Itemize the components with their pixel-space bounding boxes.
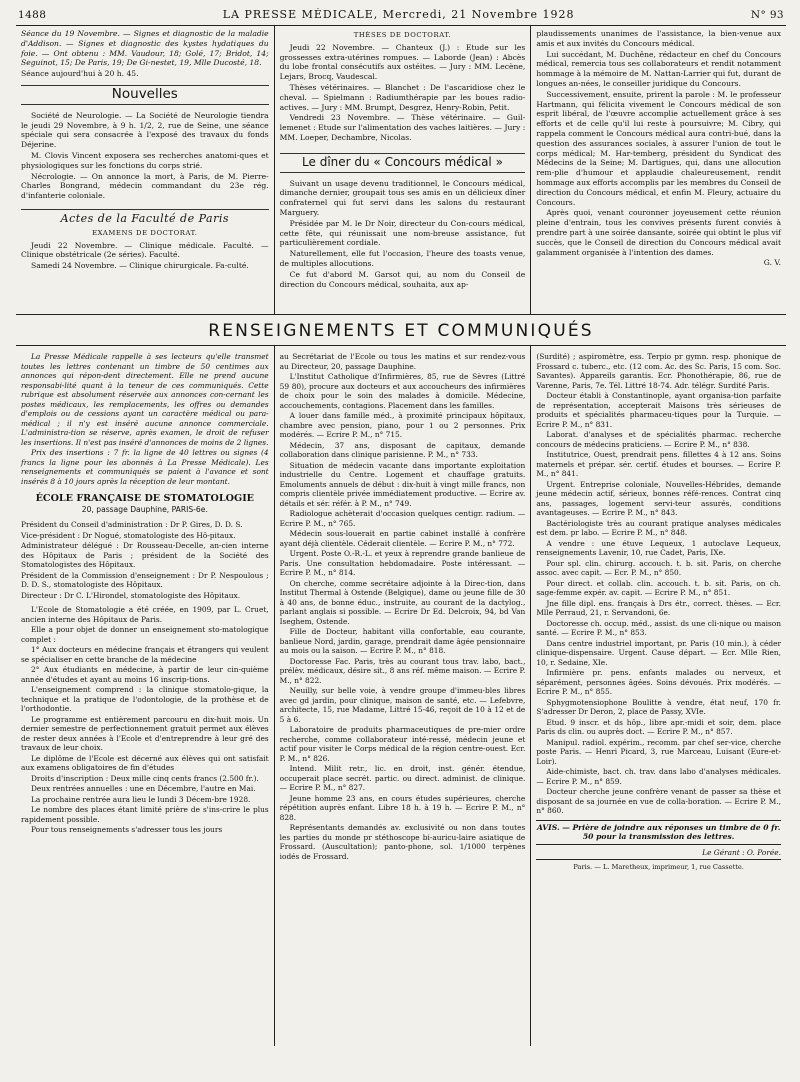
notice-paragraph: Prix des insertions : 7 fr. la ligne de 40 lettres ou signes (4 francs la ligne pour les abonnés à La Presse Médicale). Les renseignements et communiqués se paient à l'avance et sont insérés 8 à 10 jours après la réception de leur montant.	[21, 448, 269, 486]
diner-continued-paragraph: Successivement, ensuite, prirent la parole : M. le professeur Hartmann, qui félicita vivement le Concours médical de son esprit libéral, de l'œuvre accomplie actuellement grâce à ses efforts et de celle qu'il lui reste à poursuivre; M. Cibry, qui rappela comment le Concours médical aura contri-bué, dans la question des assurances sociales, à assurer l'union de tout le corps médical; M. Har-temberg, président du Syndicat des Médecins de la Seine; M. Dartigues, qui, dans une allocution rem-plie d'humour et applaudie chaleureusement, rendit hommage aux efforts accomplis par les membres du Conseil de direction du Concours médical, et enfin M. Fleury, actuaire du Concours.	[536, 89, 781, 207]
journal-title: LA PRESSE MÉDICALE, Mercredi, 21 Novembre 1928	[222, 8, 575, 21]
annonce: Aide-chimiste, bact. ch. trav. dans labo d'analyses médicales. — Ecrire P. M., n° 859.	[536, 767, 781, 786]
article-signature: G. V.	[763, 258, 781, 268]
annonce: Manipul. radiol. expérim., recomm. par chef ser-vice, cherche poste Paris. — Henri Picard, 3, rue Marceau, Luisant (Eure-et-Loir).	[536, 737, 781, 766]
exam-heading: EXAMENS DE DOCTORAT.	[92, 228, 198, 237]
exam-paragraph: Jeudi 22 Novembre. — Clinique médicale. Faculté. — Clinique obstétricale (2e séries). Faculté.	[21, 240, 269, 260]
school-paragraph: Le diplôme de l'Ecole est décerné aux élèves qui ont satisfait aux examens obligatoires de fin d'études	[21, 753, 269, 772]
school-title: ÉCOLE FRANÇAISE DE STOMATOLOGIE	[35, 493, 254, 504]
school-paragraph: Pour tous renseignements s'adresser tous les jours	[31, 825, 223, 834]
column-3	[531, 26, 786, 314]
column-b3	[531, 346, 786, 1046]
annonce: Docteur établi à Constantinople, ayant organisa-tion parfaite de représentation, accepterait Maisons très sérieuses de produits et spécialités pharmaceu-tiques pour la Turquie. — Ecrire P. M., n° 831.	[536, 391, 781, 429]
school-paragraph: 2° Aux étudiants en médecine, à partir de leur cin-quième année d'études et ayant au moins 16 inscrip-tions.	[21, 665, 269, 684]
printer-line: Paris. — L. Maretheux, imprimeur, 1, rue Cassette.	[573, 863, 744, 871]
school-paragraph: Elle a pour objet de donner un enseignement sto-matologique complet :	[21, 625, 269, 644]
annonce: Dans centre industriel important, pr. Paris (10 min.), à céder clinique-dispensaire. Urgent. Cause départ. — Ecr. Mlle Rien, 10, r. Sedaine, XIe.	[536, 638, 781, 667]
these-paragraph: Vendredi 23 Novembre. — Thèse vétérinaire. — Guil-lemenet : Etude sur l'alimentation des vaches laitières. — Jury : MM. Loeper, Dechambre, Nicolas.	[279, 113, 526, 142]
annonce: Institutrice, Ouest, prendrait pens. fillettes 4 à 12 ans. Soins maternels et prépar. sér. certif. études et bourses. — Ecrire P. M., n° 841.	[536, 450, 781, 478]
annonce: A vendre : une étuve Lequeux, 1 autoclave Lequeux, renseignements Lavenir, 10, rue Cadet, Paris, IXe.	[536, 538, 781, 557]
annonce: Radiologue achèterait d'occasion quelques centigr. radium. — Ecrire P. M., n° 765.	[279, 509, 526, 528]
annonce: A louer dans famille méd., à proximité principaux hôpitaux, chambre avec pension, piano, pour 1 ou 2 personnes. Prix modérés. — Ecrire P. M., n° 715.	[279, 411, 526, 439]
column-1	[16, 26, 275, 314]
gerant-line: Le Gérant : O. Porée.	[536, 848, 781, 861]
nouvelle-paragraph: M. Clovis Vincent exposera ses recherches anatomi-ques et physiologiques sur les fonctions du corps strié.	[21, 150, 269, 170]
annonce: Etud. 9 inscr. et ds hôp., libre apr.-midi et soir, dem. place Paris ds clin. ou auprès doct. — Ecrire P. M., n° 857.	[536, 717, 781, 736]
diner-paragraph: Présidée par M. le Dr Noir, directeur du Con-cours médical, cette fête, qui réunissait une nom-breuse assistance, fut particulièrement cordiale.	[279, 218, 526, 248]
school-paragraph: Le programme est entièrement parcouru en dix-huit mois. Un dernier semestre de perfectionnement gratuit permet aux élèves de rester deux années à l'Ecole et d'entreprendre à leur gré des travaux de leur choix.	[21, 714, 269, 752]
these-paragraph: Jeudi 22 Novembre. — Chanteux (J.) : Etude sur les grossesses extra-utérines rompues. — Laborde (Jean) : Abcès du lobe frontal consécutifs aux ostéites. — Jury : MM. Lecène, Lejars, Brocq, Vaudescal.	[279, 42, 526, 82]
annonce: Jeune homme 23 ans, en cours études supérieures, cherche répétition auprès enfant. Libre 18 h. à 19 h. — Ecrire P. M., n° 828.	[279, 793, 526, 822]
annonce: Docteur cherche jeune confrère venant de passer sa thèse et disposant de sa journée en vue de colla-boration. — Ecrire P. M., n° 860.	[536, 787, 781, 815]
issue-number: N° 93	[750, 9, 784, 21]
renseignements-heading: RENSEIGNEMENTS ET COMMUNIQUÉS	[16, 315, 786, 346]
nouvelle-paragraph: Société de Neurologie. — La Société de Neurologie tiendra le jeudi 29 Novembre, à 9 h. 1/2, 2, rue de Seine, une séance spéciale qui sera consacrée à l'exposé des travaux du fonds Déjerine.	[21, 110, 269, 150]
these-paragraph: Thèses vétérinaires. — Blanchet : De l'ascaridiose chez le cheval. — Spielmann : Radiumthérapie par les boues radio-actives. — Jury : MM. Brumpt, Desgrez, Henry-Robin, Petit.	[279, 82, 526, 112]
diner-paragraph: Ce fut d'abord M. Garsot qui, au nom du Conseil de direction du Concours médical, souhaita, aux ap-	[279, 269, 526, 289]
staff-line: Directeur : Dr C. L'Hirondel, stomatologiste des Hôpitaux.	[21, 590, 241, 600]
annonce: L'Institut Catholique d'Infirmières, 85, rue de Sèvres (Littré 59 80), procure aux docteurs et aux accoucheurs des infirmières de choix pour le soin des malades à domicile. Médecine, accouchements, contagions. Placement dans les familles.	[279, 372, 526, 410]
annonce: Médecin sous-louerait en partie cabinet installé à confrère ayant déjà clientèle. Céderait clientèle. — Ecrire P. M., n° 772.	[279, 529, 526, 548]
annonce: Situation de médecin vacante dans importante exploitation industrielle du Centre. Logement et chauffage gratuits. Emoluments annuels de début : dix-huit à vingt mille francs, non compris clientèle privée immédiatement productive. — Ecrire av. détails et sér. référ. à P. M., n° 749.	[279, 460, 526, 508]
diner-paragraph: Suivant un usage devenu traditionnel, le Concours médical, dimanche dernier, groupait tous ses amis en un délicieux dîner confraternel qui fut servi dans les salons du restaurant Marguery.	[279, 178, 526, 217]
diner-heading: Le dîner du « Concours médical »	[280, 153, 526, 173]
annonce: Médecin, 37 ans, disposant de capitaux, demande collaboration dans clinique parisienne. P. M., n° 733.	[279, 440, 526, 459]
school-paragraph: Le nombre des places étant limité prière de s'ins-crire le plus rapidement possible.	[21, 805, 269, 824]
diner-continued-paragraph: Après quoi, venant couronner joyeusement cette réunion pleine d'entrain, tous les convives présents furent conviés à prendre part à une soirée dansante, soirée qui obtint le plus vif succès, que le Conseil de direction du Concours médical avait galamment organisée à l'intention des dames.	[536, 208, 781, 257]
notice-paragraph: La Presse Médicale rappelle à ses lecteurs qu'elle transmet toutes les lettres contenant un timbre de 50 centimes aux annonces qui répon-dent directement. Elle ne prend aucune responsabi-lité quant à la teneur de ces communiqués. Cette rubrique est absolument réservée aux annonces con-cernant les postes médicaux, les remplacements, les offres ou demandes d'emplois ou de cessions ayant un caractère médical ou para-médical ; il n'y est inséré aucune annonce commerciale. L'administra-tion se réserve, après examen, le droit de refuser les insertions. Il n'est pas inséré d'annonces de moins de 2 lignes.	[21, 352, 269, 447]
column-2	[275, 26, 532, 314]
annonce: Pour spl. clin. chirurg. accouch. t. b. sit. Paris, on cherche assoc. avec capit. — Ecr. P. M., n° 850.	[536, 558, 781, 577]
school-paragraph: L'Ecole de Stomatologie a été créée, en 1909, par L. Cruet, ancien interne des Hôpitaux de Paris.	[21, 605, 269, 624]
annonce: Représentants demandés av. exclusivité ou non dans toutes les parties du monde pr stéthoscope bi-auricu-laire asiatique de Frossard. (Auscultation); panto-phone, sol. 1/1000 terpènes iodés de Frossard.	[279, 823, 526, 861]
staff-line: Administrateur délégué : Dr Rousseau-Decelle, an-cien interne des Hôpitaux de Paris ; président de la Société des Stomatologistes des Hôpitaux.	[21, 541, 269, 569]
staff-line: Président de la Commission d'enseignement : Dr P. Nespoulous ; D. D. S., stomatologiste des Hôpitaux.	[21, 570, 269, 589]
annonce: Infirmière pr. pens. enfants malades ou nerveux, et séparément, personnes âgées. Soins dévoués. Prix modérés. — Ecrire P. M., n° 855.	[536, 668, 781, 696]
annonce: On cherche, comme secrétaire adjointe à la Direc-tion, dans Institut Thermal à Ostende (Belgique), dame ou jeune fille de 30 à 40 ans, de bonne éduc., instruite, au courant de la dactylog., parlant anglais si possible. — Ecrire Dr Ed. Delcroix, 94, bd Van Iseghem, Ostende.	[279, 578, 526, 626]
diner-paragraph: Naturellement, elle fut l'occasion, l'heure des toasts venue, de multiples allocutions.	[279, 249, 526, 268]
annonce: Laborat. d'analyses et de spécialités pharmac. recherche concours de médecins praticiens. — Ecrire P. M., n° 838.	[536, 430, 781, 449]
annonce: Sphygmotensiophone Boulitte à vendre, état neuf, 170 fr. S'adresser Dr Deron, 2, place de Passy, XVIe.	[536, 697, 781, 716]
annonce: Jne fille dipl. ens. français à Drs étr., correct. thèses. — Ecr. Mlle Perraud, 21, r. Servandoni, 6e.	[536, 598, 781, 617]
seance-text: Séance du 19 Novembre. — Signes et diagnostic de la maladie d'Addison. — Signes et diagnostic des kystes hydatiques du foie. — Ont obtenu : MM. Vaudour, 18; Golé, 17; Bridot, 14; Seguinot, 15; De Paris, 19; De Gi-nestet, 19, Mlle Ducosté, 18.	[21, 29, 269, 68]
school-address: 20, passage Dauphine, PARIS-6e.	[81, 504, 208, 514]
newspaper-page	[16, 8, 786, 1074]
page-header	[16, 8, 786, 26]
school-paragraph: Deux rentrées annuelles : une en Décembre, l'autre en Mai.	[31, 784, 256, 793]
faculte-heading: Actes de la Faculté de Paris	[21, 209, 269, 224]
annonce: Doctoresse Fac. Paris, très au courant tous trav. labo, bact., prélèv. médicaux, désire sit., 8 ans réf. même maison. — Ecrire P. M., n° 822.	[279, 656, 526, 685]
seance-text: Séance aujourd'hui à 20 h. 45.	[21, 69, 139, 79]
annonce: Bactériologiste très au courant pratique analyses médicales est dem. pr labo. — Ecrire P. M., n° 848.	[536, 518, 781, 537]
annonce: au Secrétariat de l'Ecole ou tous les matins et sur rendez-vous au Directeur, 20, passage Dauphine.	[279, 352, 526, 371]
annonce: Urgent. Poste O.-R.-L. et yeux à reprendre grande banlieue de Paris. Une consultation hebdomadaire. Poste intéressant. — Ecrire P. M., n° 814.	[279, 549, 526, 577]
annonce: Intend. Milit retr., lic. en droit, inst. génér. étendue, occuperait place secrét. partic. ou direct. administ. de clinique. — Ecrire P. M., n° 827.	[279, 764, 526, 792]
diner-continued-paragraph: Lui succédant, M. Duchêne, rédacteur en chef du Concours médical, remercia tous ses collaborateurs et rendit notamment hommage à la mémoire de M. Nattan-Larrier qui fut, durant de longues an-nées, le conseiller juridique du Concours.	[536, 49, 781, 88]
school-paragraph: 1° Aux docteurs en médecine français et étrangers qui veulent se spécialiser en cette branche de la médecine	[21, 645, 269, 664]
diner-continued-paragraph: plaudissements unanimes de l'assistance, la bien-venue aux amis et aux invités du Concours médical.	[536, 29, 781, 48]
page-number: 1488	[18, 9, 47, 21]
school-paragraph: Droits d'inscription : Deux mille cinq cents francs (2.500 fr.).	[31, 773, 259, 783]
annonce: Fille de Docteur, habitant villa confortable, eau courante, banlieue Nord, jardin, garage, prendrait dame âgée pensionnaire au mois ou la saison. — Ecrire P. M., n° 818.	[279, 627, 526, 655]
top-section	[16, 26, 786, 315]
nouvelles-heading: Nouvelles	[21, 85, 269, 105]
annonce: Doctoresse ch. occup. méd., assist. ds une cli-nique ou maison santé. — Ecrire P. M., n° 853.	[536, 618, 781, 637]
annonce: Laboratoire de produits pharmaceutiques de pre-mier ordre recherche, comme collaborateur inté-ressé, médecin jeune et actif pour visiter le Corps médical de la région centre-ouest. Ecr. P. M., n° 826.	[279, 725, 526, 763]
column-b2	[275, 346, 532, 1046]
exam-paragraph: Samedi 24 Novembre. — Clinique chirurgicale. Fa-culté.	[31, 261, 249, 271]
annonce: Urgent. Entreprise coloniale, Nouvelles-Hébrides, demande jeune médecin actif, sérieux, bonnes réfé-rences. Contrat cinq ans, passages, logement servi-teur assurés, conditions avantageuses. — Ecrire P. M., n° 843.	[536, 479, 781, 517]
bottom-section	[16, 346, 786, 1046]
school-paragraph: L'enseignement comprend : la clinique stomatolo-gique, la technique et la pratique de l'odontologie, de la prothèse et de l'orthodontie.	[21, 685, 269, 713]
school-paragraph: La prochaine rentrée aura lieu le lundi 3 Décem-bre 1928.	[31, 794, 251, 804]
theses-heading: THÈSES DE DOCTORAT.	[353, 31, 452, 39]
staff-line: Président du Conseil d'administration : Dr P. Gires, D. D. S.	[21, 520, 243, 529]
nouvelle-paragraph: Nécrologie. — On annonce la mort, à Paris, de M. Pierre-Charles Bongrand, médecin commandant du 23e rég. d'infanterie coloniale.	[21, 171, 269, 201]
column-b1	[16, 346, 275, 1046]
annonce: Neuilly, sur belle voie, à vendre groupe d'immeu-bles libres avec gd jardin, pour clinique, maison de santé, etc. — Lefebvre, architecte, 15, rue Madame, Littré 15-46, reçoit de 10 à 12 et de 5 à 6.	[279, 686, 526, 724]
avis-notice: AVIS. — Prière de joindre aux réponses un timbre de 0 fr. 50 pour la transmission des lettres.	[536, 820, 781, 845]
staff-line: Vice-président : Dr Nogué, stomatologiste des Hô-pitaux.	[21, 530, 236, 540]
annonce: Pour direct. et collab. clin. accouch. t. b. sit. Paris, on ch. sage-femme expér. av. capit. — Ecrire P. M., n° 851.	[536, 578, 781, 597]
annonce: (Surdité) ; aspiromètre, ess. Terpio pr gymn. resp. phonique de Frossard c. tuberc., etc. (12 com. Ac. des Sc. Paris, 15 com. Soc. Savantes). Appareils garantis. Ecr. Phonothérapie, 86, rue de Varenne, Paris, 7e. Tél. Littré 18-74. Adr. télégr. Surdité Paris.	[536, 352, 781, 390]
